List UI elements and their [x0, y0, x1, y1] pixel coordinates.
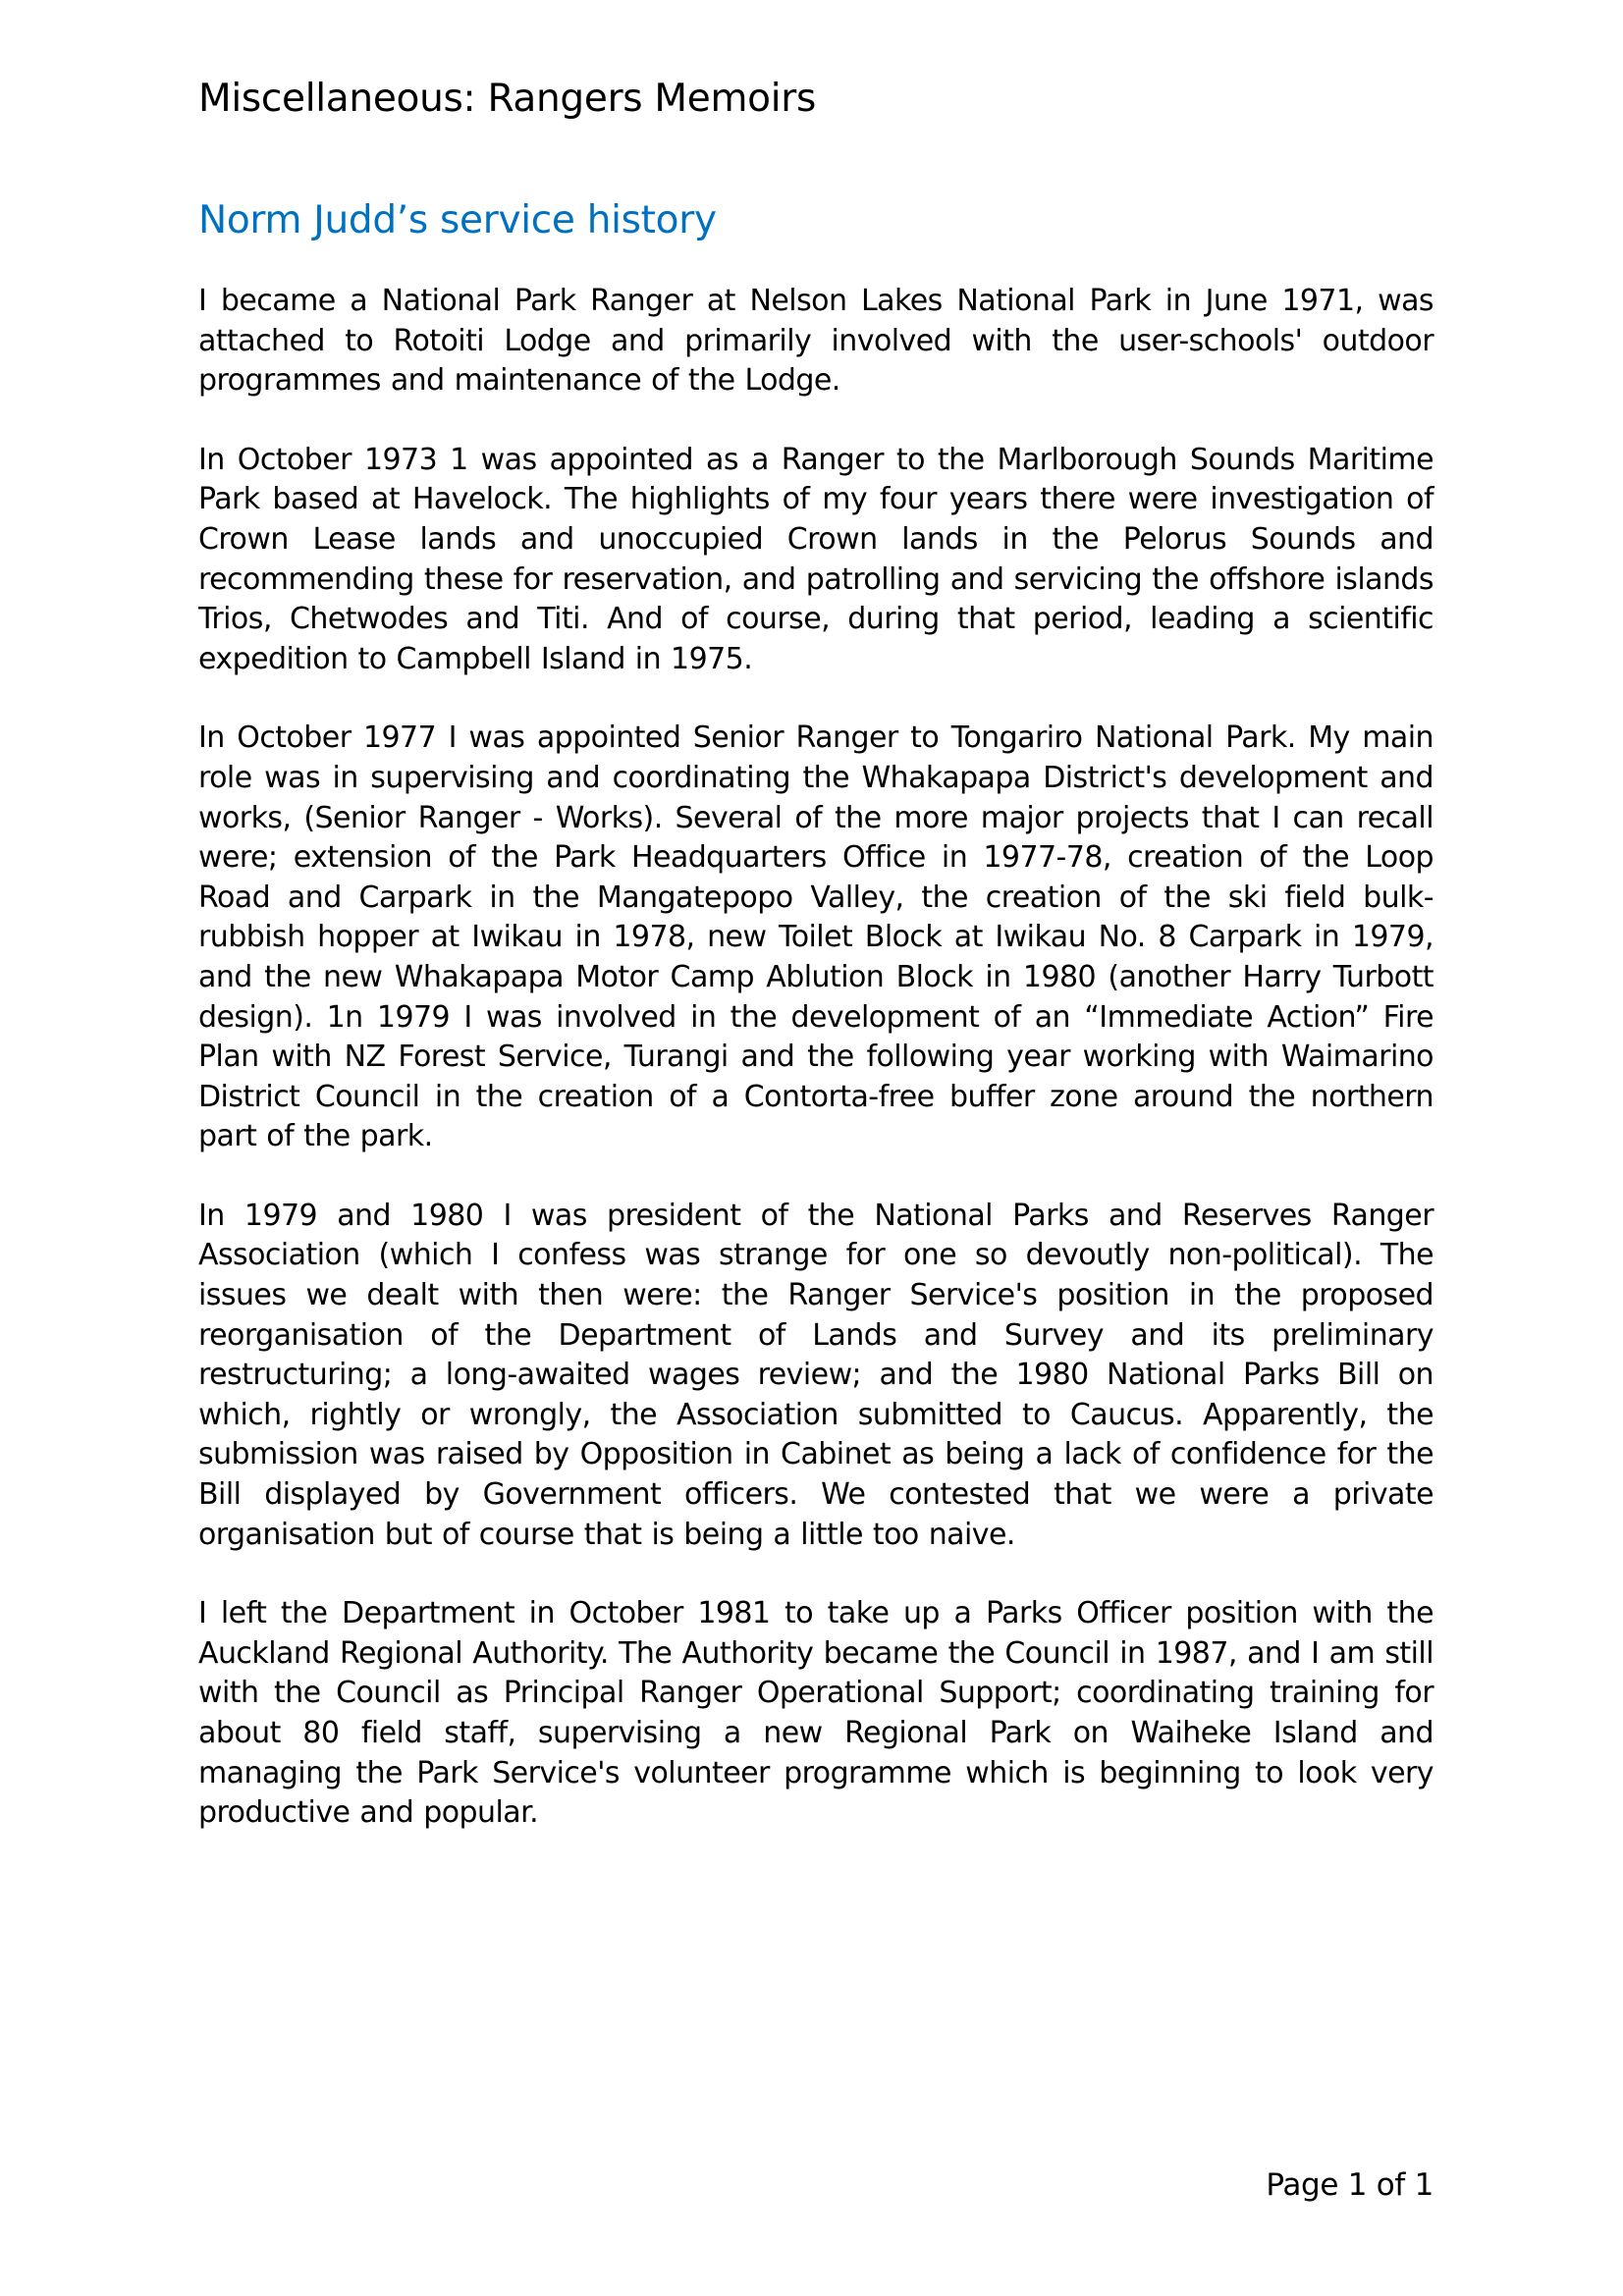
- paragraph-3: In October 1977 I was appointed Senior Ranger to Tongariro National Park. My main role was in supervising and coordinating the Whakapapa District's development and works, (Senior Ranger - Works). Several of the more major projects that I can recall were; extension of the Park Headquarters Office in 1977-78, creation of the Loop Road and Carpark in the Mangatepopo Valley, the creation of the ski field bulk-rubbish hopper at Iwikau in 1978, new Toilet Block at Iwikau No. 8 Carpark in 1979, and the new Whakapapa Motor Camp Ablution Block in 1980 (another Harry Turbott design). 1n 1979 I was involved in the development of an “Immediate Action” Fire Plan with NZ Forest Service, Turangi and the following year working with Waimarino District Council in the creation of a Contorta-free buffer zone around the northern part of the park.: [198, 721, 1434, 1154]
- paragraph-2: In October 1973 1 was appointed as a Ranger to the Marlborough Sounds Maritime Park based at Havelock. The highlights of my four years there were investigation of Crown Lease lands and unoccupied Crown lands in the Pelorus Sounds and recommending these for reservation, and patrolling and servicing the offshore islands Trios, Chetwodes and Titi. And of course, during that period, leading a scientific expedition to Campbell Island in 1975.: [198, 442, 1434, 676]
- document-header: Miscellaneous: Rangers Memoirs: [198, 77, 816, 121]
- paragraph-5: I left the Department in October 1981 to take up a Parks Officer position with the Auckland Regional Authority. The Authority became the Council in 1987, and I am still with the Council as Principal Ranger Operational Support; coordinating training for about 80 field staff, supervising a new Regional Park on Waiheke Island and managing the Park Service's volunteer programme which is beginning to look very productive and popular.: [198, 1596, 1434, 1831]
- document-body: [198, 282, 1434, 1873]
- paragraph-4: In 1979 and 1980 I was president of the National Parks and Reserves Ranger Association (which I confess was strange for one so devoutly non-political). The issues we dealt with then were: the Ranger Service's position in the proposed reorganisation of the Department of Lands and Survey and its preliminary restructuring; a long-awaited wages review; and the 1980 National Parks Bill on which, rightly or wrongly, the Association submitted to Caucus. Apparently, the submission was raised by Opposition in Cabinet as being a lack of confidence for the Bill displayed by Government officers. We contested that we were a private organisation but of course that is being a little too naive.: [198, 1198, 1434, 1552]
- paragraph-1: I became a National Park Ranger at Nelson Lakes National Park in June 1971, was attached to Rotoiti Lodge and primarily involved with the user-schools' outdoor programmes and maintenance of the Lodge.: [198, 284, 1434, 399]
- document-title: Norm Judd’s service history: [198, 198, 717, 242]
- page-number: Page 1 of 1: [1266, 2167, 1434, 2203]
